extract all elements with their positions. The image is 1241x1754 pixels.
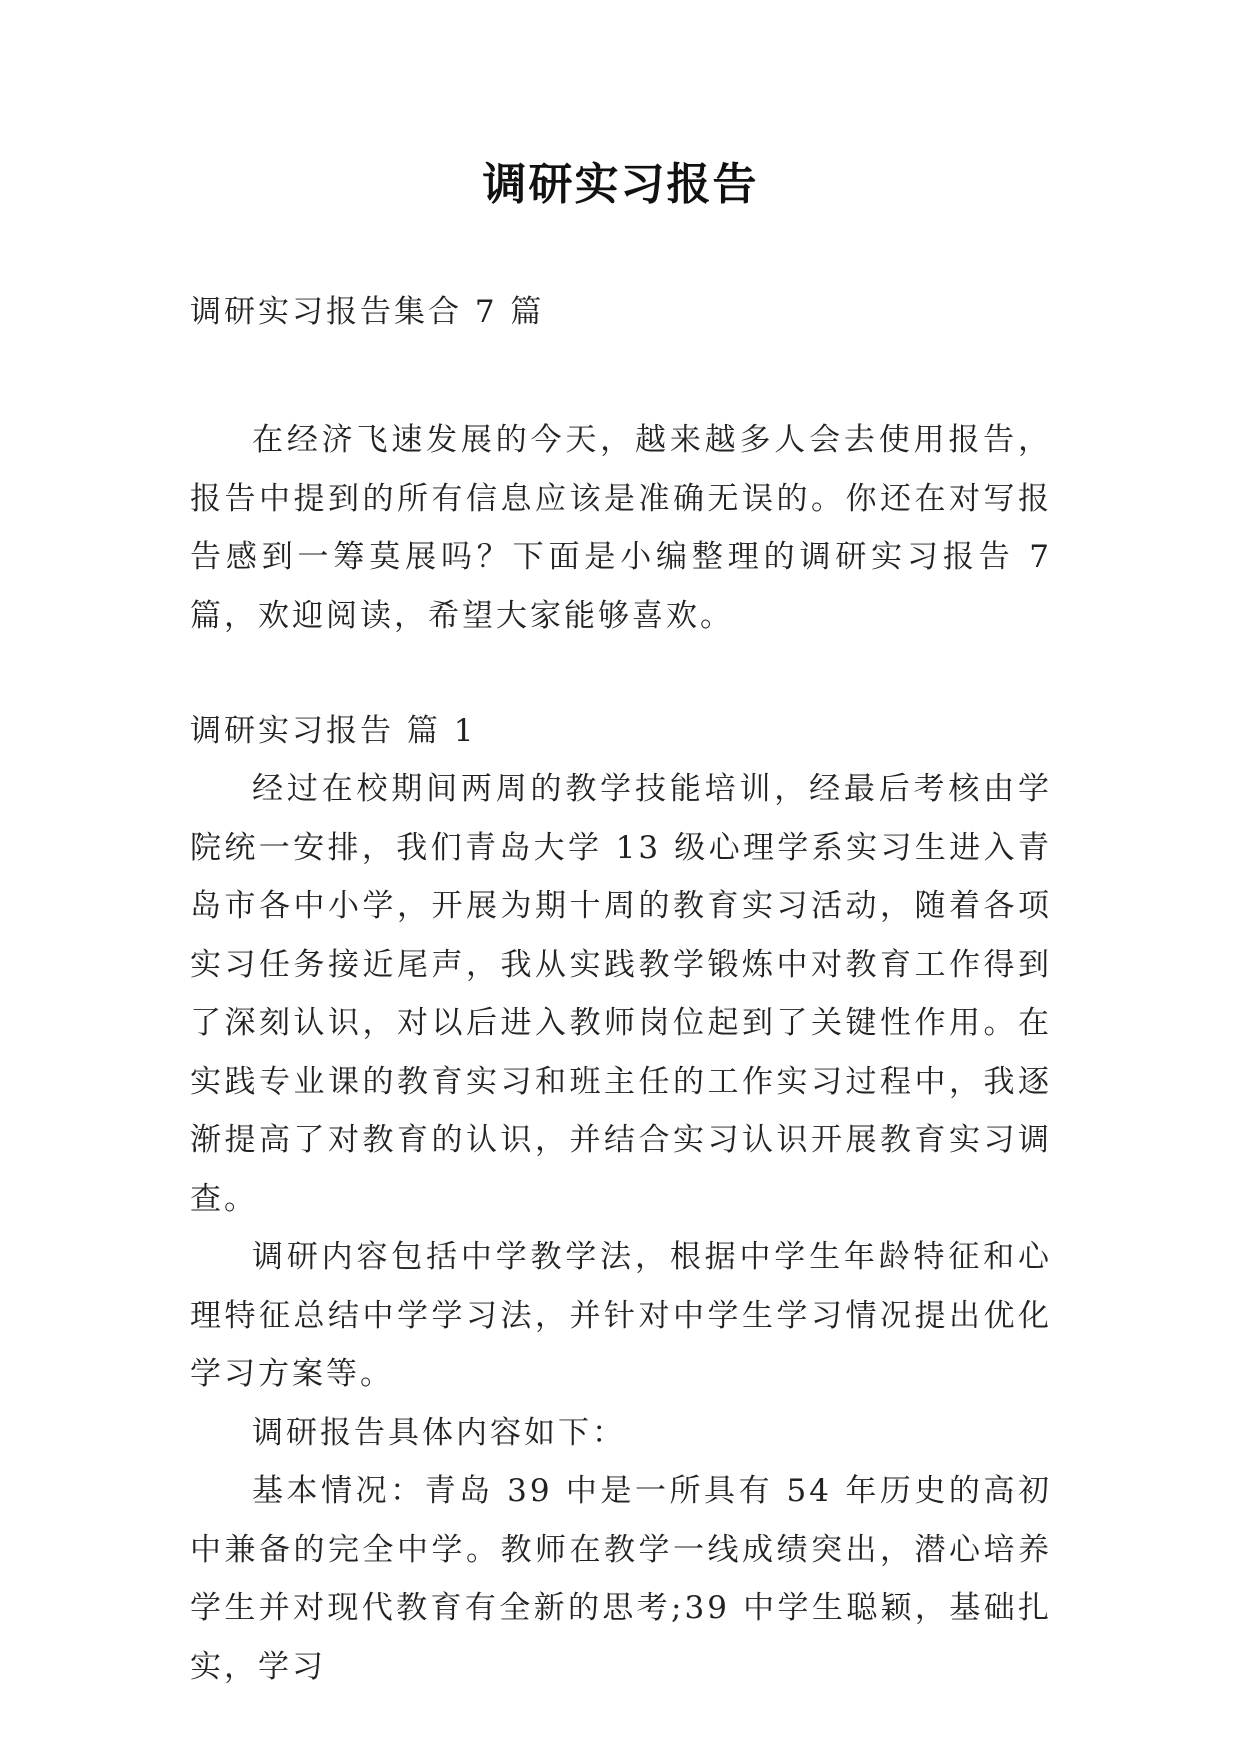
body-paragraph: 调研报告具体内容如下： xyxy=(252,1414,626,1451)
body-paragraph: 调研内容包括中学教学法，根据中学生年龄特征和心理特征总结中学学习法，并针对中学生学习情况提出优化学习方案等。 xyxy=(190,1239,1052,1392)
body-paragraph: 基本情况：青岛 39 中是一所具有 54 年历史的高初中兼备的完全中学。教师在教学一线成绩突出，潜心培养学生并对现代教育有全新的思考;39 中学生聪颖，基础扎实，学习 xyxy=(190,1473,1052,1685)
document-subtitle: 调研实习报告集合 7 篇 xyxy=(190,294,545,330)
section-body xyxy=(190,760,1052,1696)
intro-block xyxy=(190,411,1052,645)
body-paragraph: 经过在校期间两周的教学技能培训，经最后考核由学院统一安排，我们青岛大学 13 级心理学系实习生进入青岛市各中小学，开展为期十周的教育实习活动，随着各项实习任务接近尾声，我从实践教学锻炼中对教育工作得到了深刻认识，对以后进入教师岗位起到了关键性作用。在实践专业课的教育实习和班主任的工作实习过程中，我逐渐提高了对教育的认识，并结合实习认识开展教育实习调查。 xyxy=(190,771,1052,1217)
section-heading: 调研实习报告 篇 1 xyxy=(190,713,477,749)
intro-paragraph: 在经济飞速发展的今天，越来越多人会去使用报告，报告中提到的所有信息应该是准确无误的。你还在对写报告感到一筹莫展吗？下面是小编整理的调研实习报告 7 篇，欢迎阅读，希望大家能够喜欢。 xyxy=(190,422,1052,634)
document-title: 调研实习报告 xyxy=(482,159,759,210)
